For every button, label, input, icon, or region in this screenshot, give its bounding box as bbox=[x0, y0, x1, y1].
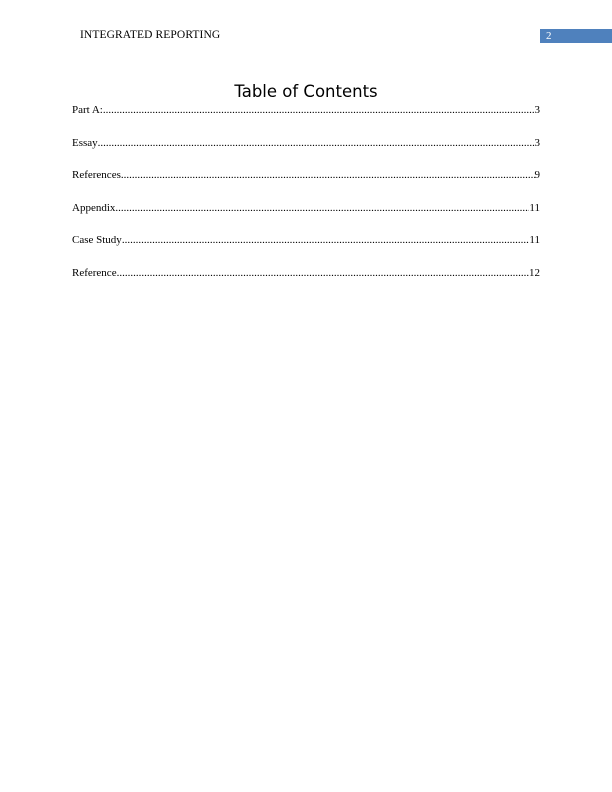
toc-entry-essay[interactable] bbox=[72, 137, 540, 170]
toc-entry-page: 11 bbox=[529, 201, 540, 214]
toc-entry-page: 11 bbox=[529, 234, 540, 247]
toc-dot-leader bbox=[117, 267, 529, 279]
running-header: INTEGRATED REPORTING bbox=[80, 29, 221, 41]
page-number-badge: 2 bbox=[540, 29, 612, 43]
toc-entry-page: 9 bbox=[534, 169, 540, 182]
toc-entry-label: Appendix bbox=[72, 201, 116, 214]
toc-entry-label: Part A: bbox=[72, 104, 103, 116]
toc-list bbox=[72, 104, 540, 300]
toc-title: Table of Contents bbox=[234, 82, 378, 101]
toc-entry-label: Case Study bbox=[72, 234, 122, 247]
toc-entry-case-study[interactable] bbox=[72, 234, 540, 267]
toc-dot-leader bbox=[115, 202, 529, 214]
toc-entry-label: References bbox=[72, 169, 121, 182]
toc-entry-references[interactable] bbox=[72, 169, 540, 202]
toc-dot-leader bbox=[122, 234, 530, 246]
toc-entry-label: Essay bbox=[72, 136, 98, 149]
toc-dot-leader bbox=[103, 104, 535, 116]
toc-dot-leader bbox=[98, 137, 535, 149]
toc-entry-reference[interactable] bbox=[72, 267, 540, 300]
toc-entry-label: Reference bbox=[72, 266, 117, 279]
toc-entry-page: 3 bbox=[534, 136, 540, 149]
toc-entry-page: 12 bbox=[529, 266, 540, 279]
toc-entry-appendix[interactable] bbox=[72, 202, 540, 235]
toc-entry-part-a[interactable] bbox=[72, 104, 540, 137]
toc-dot-leader bbox=[121, 169, 535, 181]
toc-entry-page: 3 bbox=[534, 104, 540, 116]
